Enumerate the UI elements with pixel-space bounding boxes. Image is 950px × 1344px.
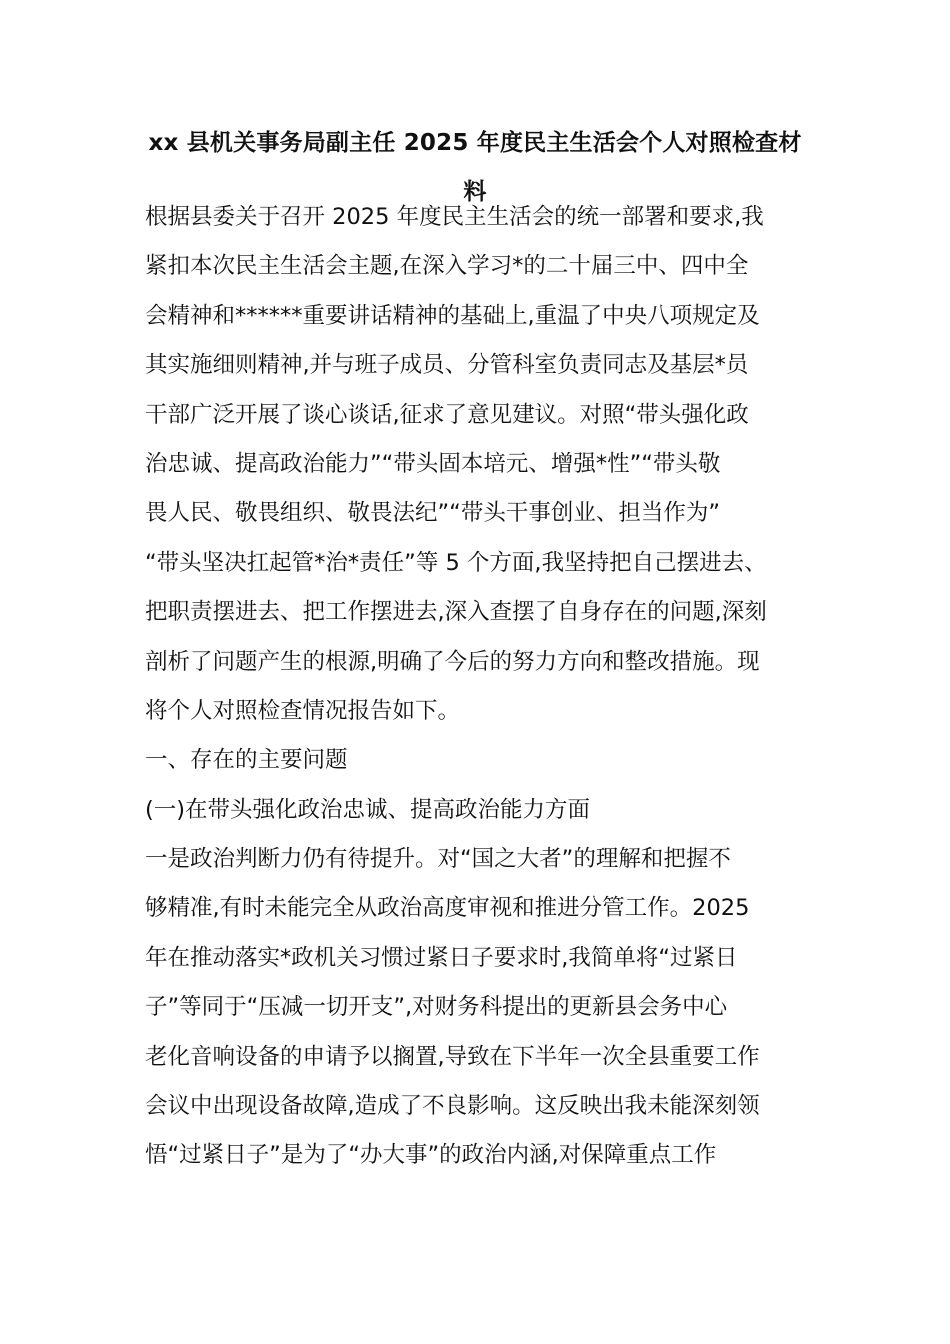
subsection-1-heading: (一)在带头强化政治忠诚、提高政治能力方面 <box>145 796 591 823</box>
document-body <box>145 193 820 1181</box>
title-line-1: xx 县机关事务局副主任 2025 年度民主生活会个人对照检查材 <box>148 130 802 156</box>
paragraph-line: 悟“过紧日子”是为了“办大事”的政治内涵,对保障重点工作 <box>145 1142 717 1169</box>
intro-line: 紧扣本次民主生活会主题,在深入学习*的二十届三中、四中全 <box>145 253 749 280</box>
intro-line: 剖析了问题产生的根源,明确了今后的努力方向和整改措施。现 <box>145 648 760 675</box>
paragraph-line: 年在推动落实*政机关习惯过紧日子要求时,我简单将“过紧日 <box>145 944 738 971</box>
intro-paragraph <box>145 193 820 736</box>
intro-line: 畏人民、敬畏组织、敬畏法纪”“带头干事创业、担当作为” <box>145 500 720 527</box>
subsection-heading <box>145 786 820 835</box>
paragraph-line: 会议中出现设备故障,造成了不良影响。这反映出我未能深刻领 <box>145 1093 760 1120</box>
paragraph-1 <box>145 835 820 1181</box>
intro-line: 会精神和******重要讲话精神的基础上,重温了中央八项规定及 <box>145 302 760 329</box>
intro-line: “带头坚决扛起管*治*责任”等 5 个方面,我坚持把自己摆进去、 <box>145 549 767 576</box>
paragraph-line: 够精准,有时未能完全从政治高度审视和推进分管工作。2025 <box>145 895 750 922</box>
intro-line: 把职责摆进去、把工作摆进去,深入查摆了自身存在的问题,深刻 <box>145 599 767 626</box>
intro-line: 干部广泛开展了谈心谈话,征求了意见建议。对照“带头强化政 <box>145 401 749 428</box>
intro-line: 根据县委关于召开 2025 年度民主生活会的统一部署和要求,我 <box>145 204 764 230</box>
paragraph-line: 老化音响设备的申请予以搁置,导致在下半年一次全县重要工作 <box>145 1043 760 1070</box>
paragraph-line: 一是政治判断力仍有待提升。对“国之大者”的理解和把握不 <box>145 846 731 873</box>
section-1-heading: 一、存在的主要问题 <box>145 747 348 774</box>
intro-line: 治忠诚、提高政治能力”“带头固本培元、增强*性”“带头敬 <box>145 450 721 477</box>
title-line-2: 料 <box>463 179 487 206</box>
intro-line: 将个人对照检查情况报告如下。 <box>145 697 461 724</box>
intro-line: 其实施细则精神,并与班子成员、分管科室负责同志及基层*员 <box>145 352 749 379</box>
section-heading <box>145 736 820 785</box>
paragraph-line: 子”等同于“压减一切开支”,对财务科提出的更新县会务中心 <box>145 994 728 1021</box>
